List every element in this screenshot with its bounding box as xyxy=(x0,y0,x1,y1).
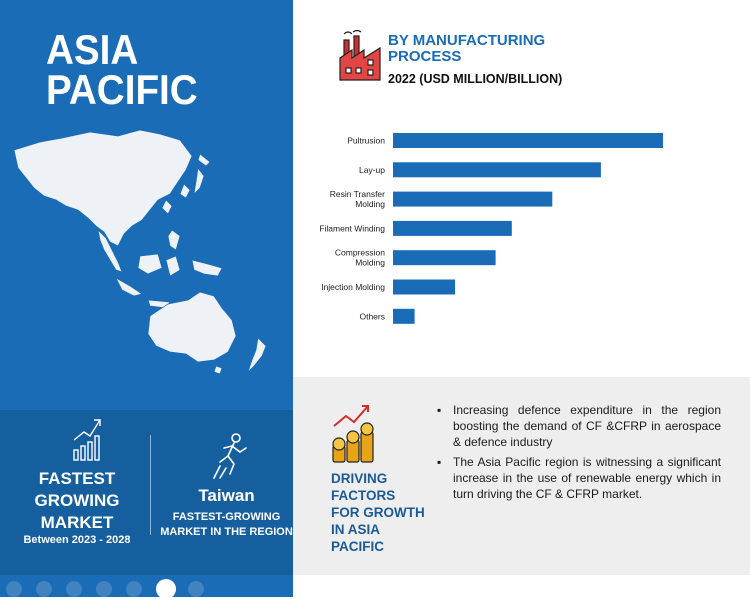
bar-6 xyxy=(393,309,415,324)
asia-pacific-map xyxy=(0,110,293,380)
chart-subtitle: 2022 (USD MILLION/BILLION) xyxy=(388,72,563,86)
category-label-5: Injection Molding xyxy=(321,282,385,292)
play-button[interactable] xyxy=(6,581,22,597)
runner-icon xyxy=(210,430,250,482)
fastest-line1: FASTEST xyxy=(38,469,116,488)
category-label-0: Pultrusion xyxy=(347,135,385,146)
screen-button[interactable] xyxy=(126,581,142,597)
region-title-line1: ASIA xyxy=(46,26,139,73)
country-name: Taiwan xyxy=(198,486,255,505)
category-label-2: Resin Transfer Molding xyxy=(329,189,385,210)
growth-period: Between 2023 - 2028 xyxy=(23,534,131,546)
manufacturing-process-bar-chart xyxy=(300,120,680,335)
factory-icon xyxy=(338,30,382,82)
driving-title-line: PACIFIC xyxy=(331,539,384,554)
driving-factors-title xyxy=(331,470,431,555)
chart-heading xyxy=(388,33,545,65)
country-line2: MARKET IN THE REGION xyxy=(160,526,293,538)
country-line1: FASTEST-GROWING xyxy=(172,511,281,523)
country-block xyxy=(160,486,293,540)
category-label-3: Filament Winding xyxy=(319,223,385,234)
gallery-button[interactable] xyxy=(66,581,82,597)
camera-button[interactable] xyxy=(156,579,176,599)
chart-heading-line2: PROCESS xyxy=(388,48,462,65)
list-item: ▪ Increasing defence expenditure in the region boosting the demand of CF &CFRP in aerospace & defence industry xyxy=(437,402,721,450)
growth-chart-icon xyxy=(70,414,104,462)
driving-title-line: FOR GROWTH xyxy=(331,505,425,520)
fastest-line2: GROWING xyxy=(34,491,120,510)
fastest-growing-block xyxy=(14,468,140,546)
bar-5 xyxy=(393,280,455,295)
slides-button[interactable] xyxy=(96,581,112,597)
chart-heading-line1: BY MANUFACTURING xyxy=(388,32,546,49)
coins-growth-icon xyxy=(330,402,376,464)
category-label-1: Lay-up xyxy=(359,164,385,175)
bar-4 xyxy=(393,250,496,265)
bar-1 xyxy=(393,162,601,177)
driving-factors-list xyxy=(437,402,721,506)
category-label-6: Others xyxy=(359,311,385,322)
region-title-line2: PACIFIC xyxy=(46,66,198,113)
presentation-toolbar xyxy=(0,578,293,597)
region-title xyxy=(46,26,198,113)
category-label-4: Compression Molding xyxy=(334,247,385,268)
driving-title-line: FACTORS xyxy=(331,488,396,503)
driving-title-line: DRIVING xyxy=(331,471,388,486)
list-item: ▪ The Asia Pacific region is witnessing a significant increase in the use of renewable energy which in turn driving the CF & CFRP market. xyxy=(437,454,721,502)
driving-title-line: IN ASIA xyxy=(331,522,381,537)
stats-divider xyxy=(150,435,151,535)
bar-3 xyxy=(393,221,512,236)
bar-2 xyxy=(393,192,552,207)
pen-button[interactable] xyxy=(36,581,52,597)
fastest-line3: MARKET xyxy=(40,513,114,532)
bar-0 xyxy=(393,133,663,148)
more-button[interactable] xyxy=(188,581,204,597)
